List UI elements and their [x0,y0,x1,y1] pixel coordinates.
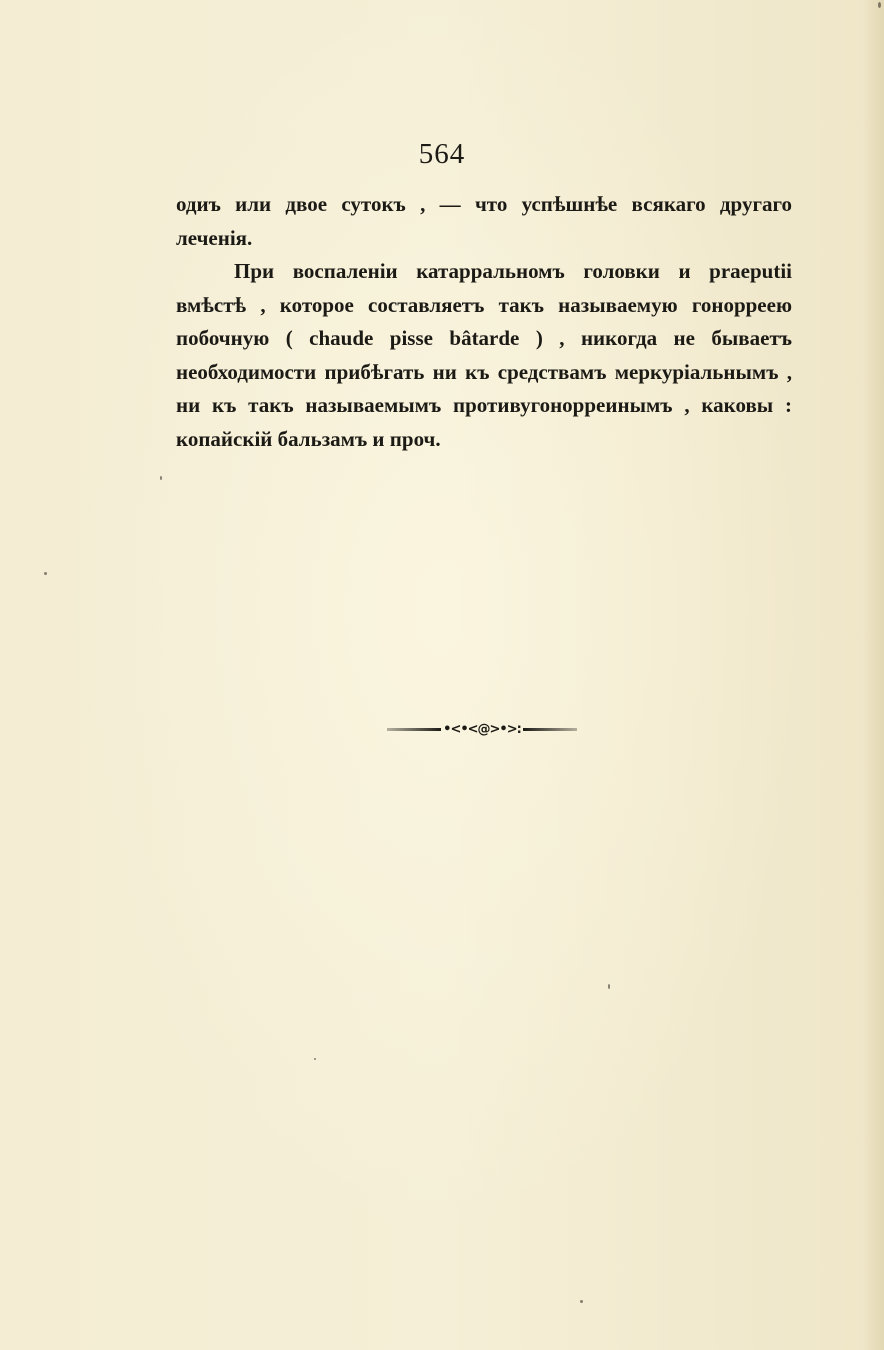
paper-speck [878,2,881,8]
paragraph-gonorrhea: При воспаленіи катарральномъ головки и praeputii вмѣстѣ , которое составляетъ такъ называемую гонорреею побочную ( chaude pisse bâtarde ) , никогда не бываетъ необходимости прибѣгать ни къ средствамъ меркуріальнымъ , ни къ такъ называемымъ противугонорреинымъ , каковы : копайскій бальзамъ и проч. [176,259,792,451]
paper-speck [580,1300,583,1303]
page-number: 564 [418,138,466,170]
page-edge-shadow [862,0,884,1350]
ornament-rule-right [523,728,577,731]
ornament-rule-left [387,728,441,731]
ornament-glyphs: •<•<@>•>: [443,721,521,737]
paper-speck [44,572,47,575]
end-ornament [372,716,592,742]
paragraph-continuation: одиъ или двое сутокъ , — что успѣшнѣе всякаго другаго леченія. [176,192,792,250]
paper-speck [314,1058,316,1060]
paper-speck [160,476,162,480]
body-text [176,188,792,456]
paper-speck [608,984,610,989]
